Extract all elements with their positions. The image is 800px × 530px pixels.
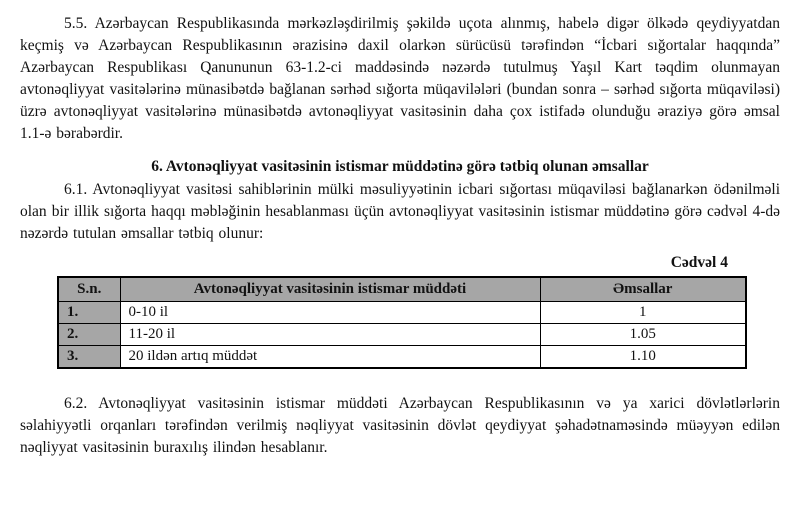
cell-sn: 1. [58,302,120,324]
header-period: Avtonəqliyyat vasitəsinin istismar müddəti [120,277,540,302]
cell-period: 20 ildən artıq müddət [120,346,540,369]
cell-sn: 2. [58,324,120,346]
cell-period: 0-10 il [120,302,540,324]
paragraph-6-1: 6.1. Avtonəqliyyat vasitəsi sahiblərinin mülki məsuliyyətinin icbari sığortası müqaviləsi bağlanarkən ödənilməli olan bir illik sığorta haqqı məbləğinin hesablanması üçün avtonəqliyyat vasitəsinin istismar müddətinə görə cədvəl 4-də nəzərdə tutulan əmsallar tətbiq olunur: [20,181,780,242]
cell-sn: 3. [58,346,120,369]
table-row [58,302,746,324]
header-sn: S.n. [58,277,120,302]
cell-coefficient: 1 [540,302,746,324]
paragraph-6-2: 6.2. Avtonəqliyyat vasitəsinin istismar müddəti Azərbaycan Respublikasının və ya xarici dövlətlərlərin səlahiyyətli orqanları tərəfindən verilmiş nəqliyyat vasitəsinin dövlət qeydiyyat şəhadətnaməsində müəyyən edilən nəqliyyat vasitəsinin buraxılış ilindən hesablanır. [20,395,780,456]
cell-coefficient: 1.05 [540,324,746,346]
table-row [58,346,746,369]
section-6-heading: 6. Avtonəqliyyat vasitəsinin istismar müddətinə görə tətbiq olunan əmsallar [151,158,649,175]
table-header-row [58,277,746,302]
cell-period: 11-20 il [120,324,540,346]
paragraph-5-5: 5.5. Azərbaycan Respublikasında mərkəzləşdirilmiş şəkildə uçota alınmış, habelə digər ölkədə qeydiyyatdan keçmiş və Azərbaycan Respublikasının ərazisinə daxil olarkən sürücüsü tərəfindən “İcbari sığortalar haqqında” Azərbaycan Respublikası Qanununun 63-1.2-ci maddəsində nəzərdə tutulmuş Yaşıl Kart təqdim olunmayan avtonəqliyyat vasitələrinə münasibətdə bağlanan sərhəd sığorta müqavilələri (bundan sonra – sərhəd sığorta müqaviləsi) üzrə avtonəqliyyat vasitələrinə münasibətdə avtonəqliyyat vasitəsinin daha çox istifadə olunduğu əraziyə görə əmsal 1.1-ə bərabərdir. [20,15,780,142]
cell-coefficient: 1.10 [540,346,746,369]
header-coefficient: Əmsallar [540,277,746,302]
coefficients-table [57,276,747,369]
table-4-caption: Cədvəl 4 [670,254,728,271]
table-row [58,324,746,346]
